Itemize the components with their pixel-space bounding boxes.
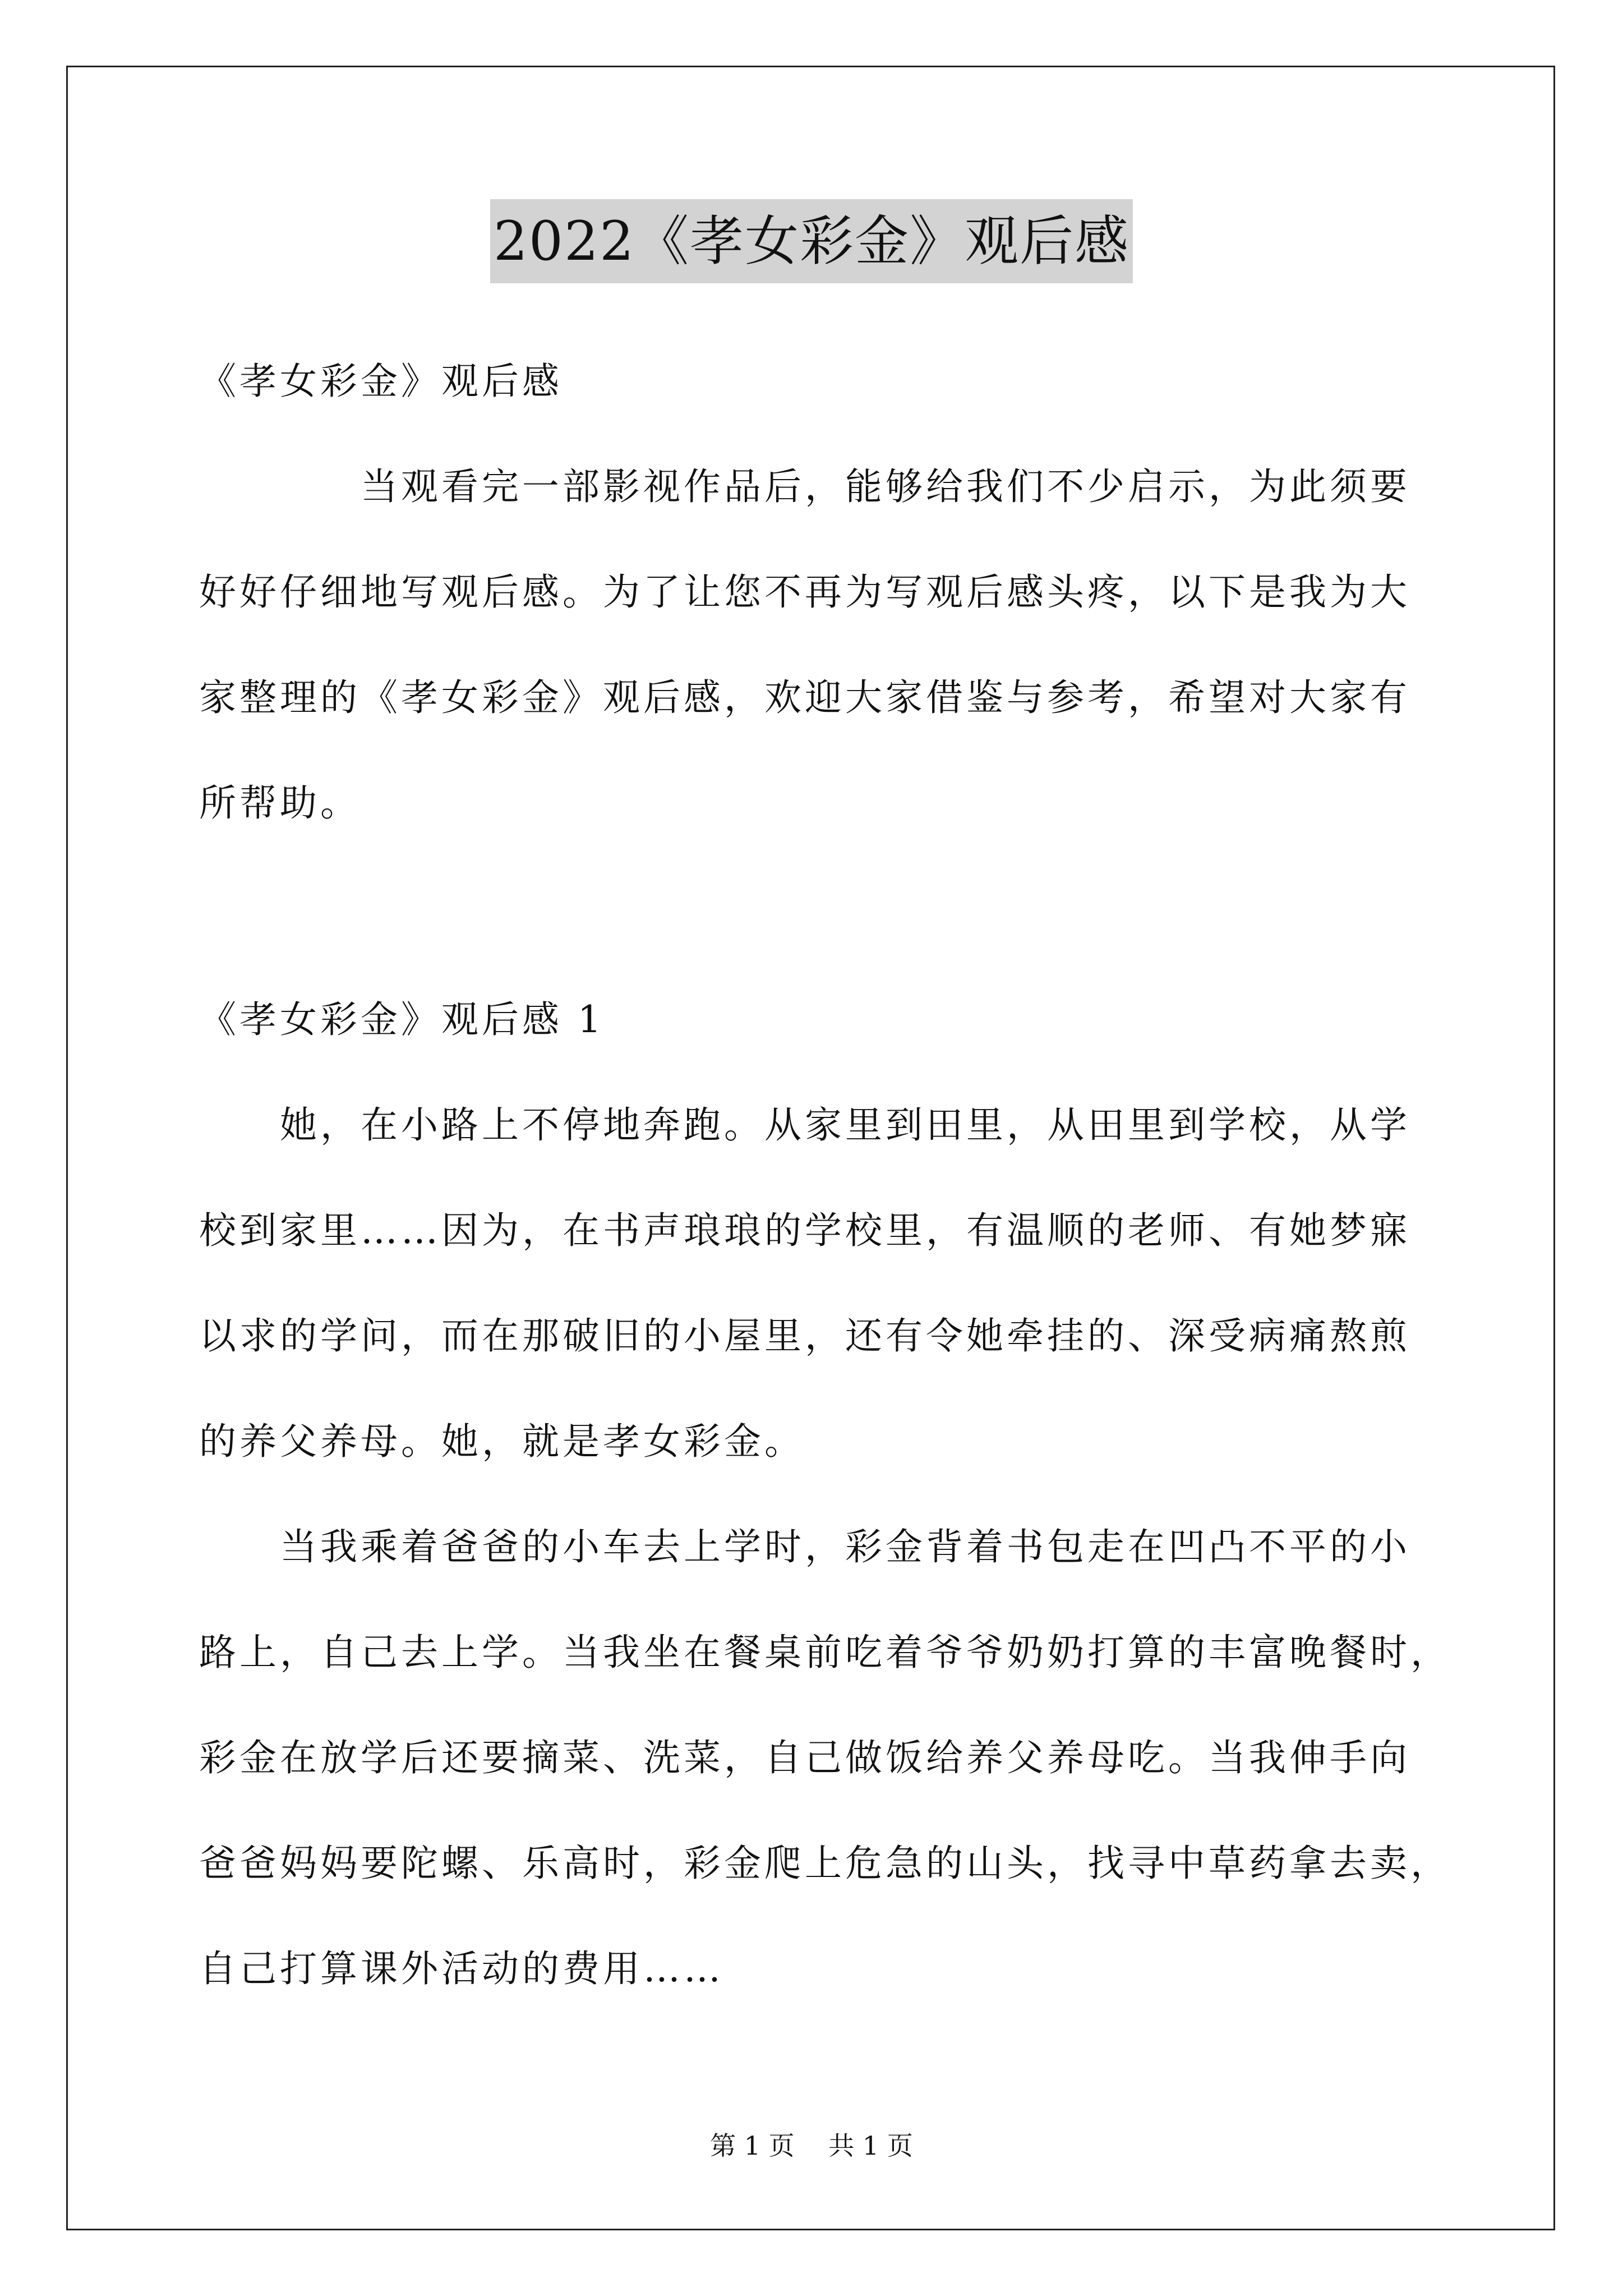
document-title: 2022《孝女彩金》观后感 — [490, 199, 1133, 283]
paragraph-line: 好好仔细地写观后感。为了让您不再为写观后感头疼，以下是我为大 — [199, 570, 1410, 614]
paragraph-line: 彩金在放学后还要摘菜、洗菜，自己做饭给养父养母吃。当我伸手向 — [199, 1736, 1410, 1779]
intro-heading: 《孝女彩金》观后感 — [199, 360, 562, 403]
paragraph-line: 的养父养母。她，就是孝女彩金。 — [199, 1420, 805, 1463]
paragraph-line: 当观看完一部影视作品后，能够给我们不少启示，为此须要 — [199, 465, 1410, 508]
paragraph-line: 所帮助。 — [199, 781, 361, 825]
section-heading: 《孝女彩金》观后感 1 — [199, 998, 605, 1041]
paragraph-line: 当我乘着爸爸的小车去上学时，彩金背着书包走在凹凸不平的小 — [199, 1525, 1410, 1568]
page-footer: 第 1 页 共 1 页 — [710, 2131, 913, 2161]
paragraph-line: 家整理的《孝女彩金》观后感，欢迎大家借鉴与参考，希望对大家有 — [199, 676, 1410, 719]
title-container — [0, 199, 1623, 283]
paragraph-line: 她，在小路上不停地奔跑。从家里到田里，从田里到学校，从学 — [199, 1103, 1410, 1147]
paragraph-line: 校到家里……因为，在书声琅琅的学校里，有温顺的老师、有她梦寐 — [199, 1209, 1410, 1252]
paragraph-line: 路上，自己去上学。当我坐在餐桌前吃着爷爷奶奶打算的丰富晚餐时， — [199, 1631, 1451, 1674]
paragraph-line: 自己打算课外活动的费用…… — [199, 1947, 724, 1990]
paragraph-line: 爸爸妈妈要陀螺、乐高时，彩金爬上危急的山头，找寻中草药拿去卖， — [199, 1842, 1451, 1885]
paragraph-line: 以求的学问，而在那破旧的小屋里，还有令她牵挂的、深受病痛熬煎 — [199, 1314, 1410, 1358]
